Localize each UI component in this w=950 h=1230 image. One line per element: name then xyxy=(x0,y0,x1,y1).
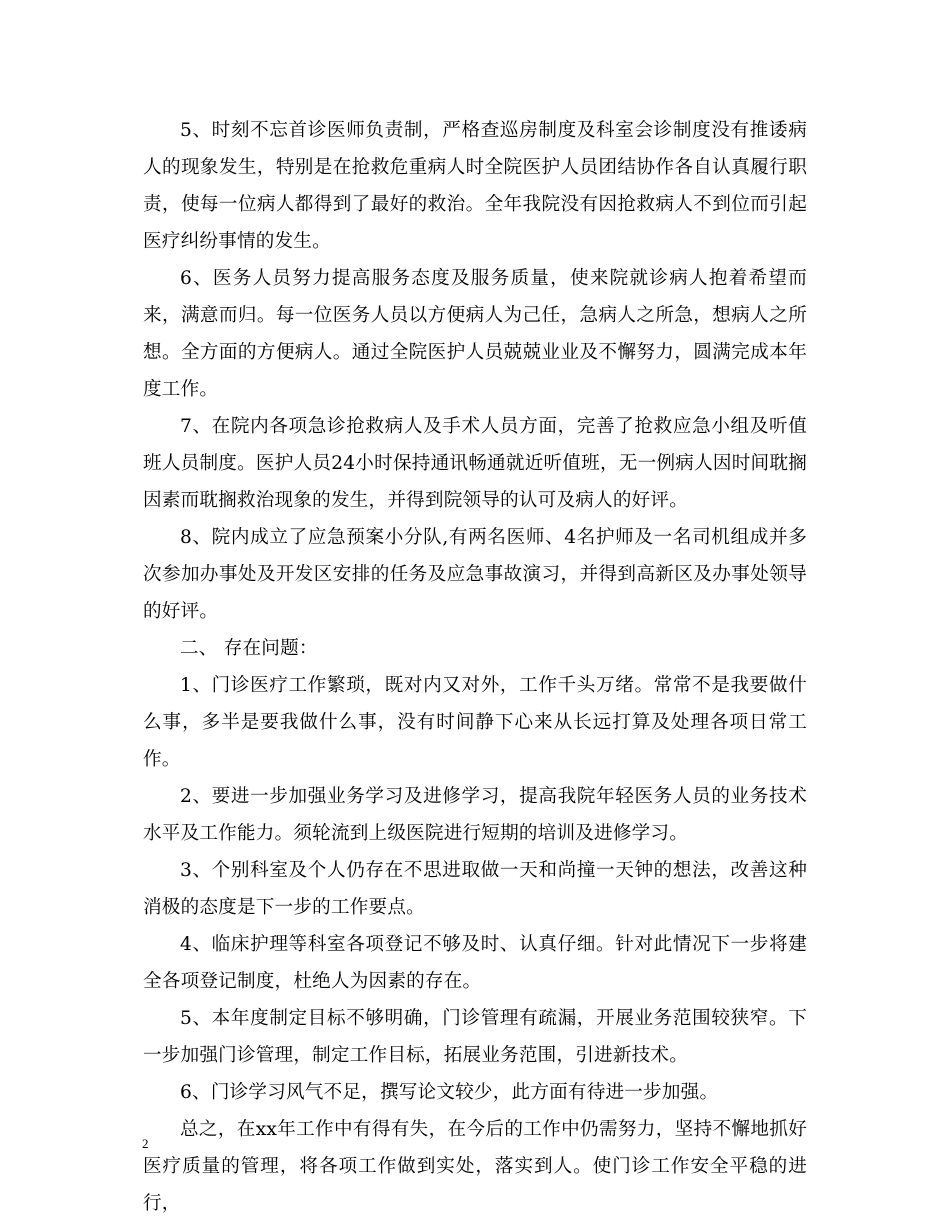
document-body xyxy=(143,112,807,1222)
paragraph-problem-5: 5、本年度制定目标不够明确，门诊管理有疏漏，开展业务范围较狭窄。下一步加强门诊管理，制定工作目标，拓展业务范围，引进新技术。 xyxy=(143,1008,807,1066)
paragraph-item-8-team: 8、院内成立了应急预案小分队,有两名医师、4名护师及一名司机组成并多次参加办事处及开发区安排的任务及应急事故演习，并得到高新区及办事处领导的好评。 xyxy=(143,527,807,622)
section-heading-problems: 二、 存在问题： xyxy=(180,638,318,659)
page-number: 2 xyxy=(142,1136,149,1151)
paragraph-item-7-emergency: 7、在院内各项急诊抢救病人及手术人员方面，完善了抢救应急小组及听值班人员制度。医护人员24小时保持通讯畅通就近听值班，无一例病人因时间耽搁因素而耽搁救治现象的发生，并得到院领导的认可及病人的好评。 xyxy=(143,416,807,511)
paragraph-problem-3: 3、个别科室及个人仍存在不思进取做一天和尚撞一天钟的想法，改善这种消极的态度是下一步的工作要点。 xyxy=(143,860,807,918)
paragraph-problem-6: 6、门诊学习风气不足，撰写论文较少，此方面有待进一步加强。 xyxy=(180,1082,719,1103)
paragraph-problem-4: 4、临床护理等科室各项登记不够及时、认真仔细。针对此情况下一步将建全各项登记制度，杜绝人为因素的存在。 xyxy=(143,934,807,992)
paragraph-summary: 总之，在xx年工作中有得有失，在今后的工作中仍需努力，坚持不懈地抓好医疗质量的管理，将各项工作做到实处，落实到人。使门诊工作安全平稳的进行， xyxy=(143,1119,807,1214)
paragraph-item-5-duty: 5、时刻不忘首诊医师负责制，严格查巡房制度及科室会诊制度没有推诿病人的现象发生，特别是在抢救危重病人时全院医护人员团结协作各自认真履行职责，使每一位病人都得到了最好的救治。全年我院没有因抢救病人不到位而引起医疗纠纷事情的发生。 xyxy=(143,120,807,252)
paragraph-item-6-service: 6、医务人员努力提高服务态度及服务质量，使来院就诊病人抱着希望而来，满意而归。每一位医务人员以方便病人为己任，急病人之所急，想病人之所想。全方面的方便病人。通过全院医护人员兢兢业业及不懈努力，圆满完成本年度工作。 xyxy=(143,268,807,400)
paragraph-problem-1: 1、门诊医疗工作繁琐，既对内又对外，工作千头万绪。常常不是我要做什么事，多半是要我做什么事，没有时间静下心来从长远打算及处理各项日常工作。 xyxy=(143,675,807,770)
paragraph-problem-2: 2、要进一步加强业务学习及进修学习，提高我院年轻医务人员的业务技术水平及工作能力。须轮流到上级医院进行短期的培训及进修学习。 xyxy=(143,786,807,844)
